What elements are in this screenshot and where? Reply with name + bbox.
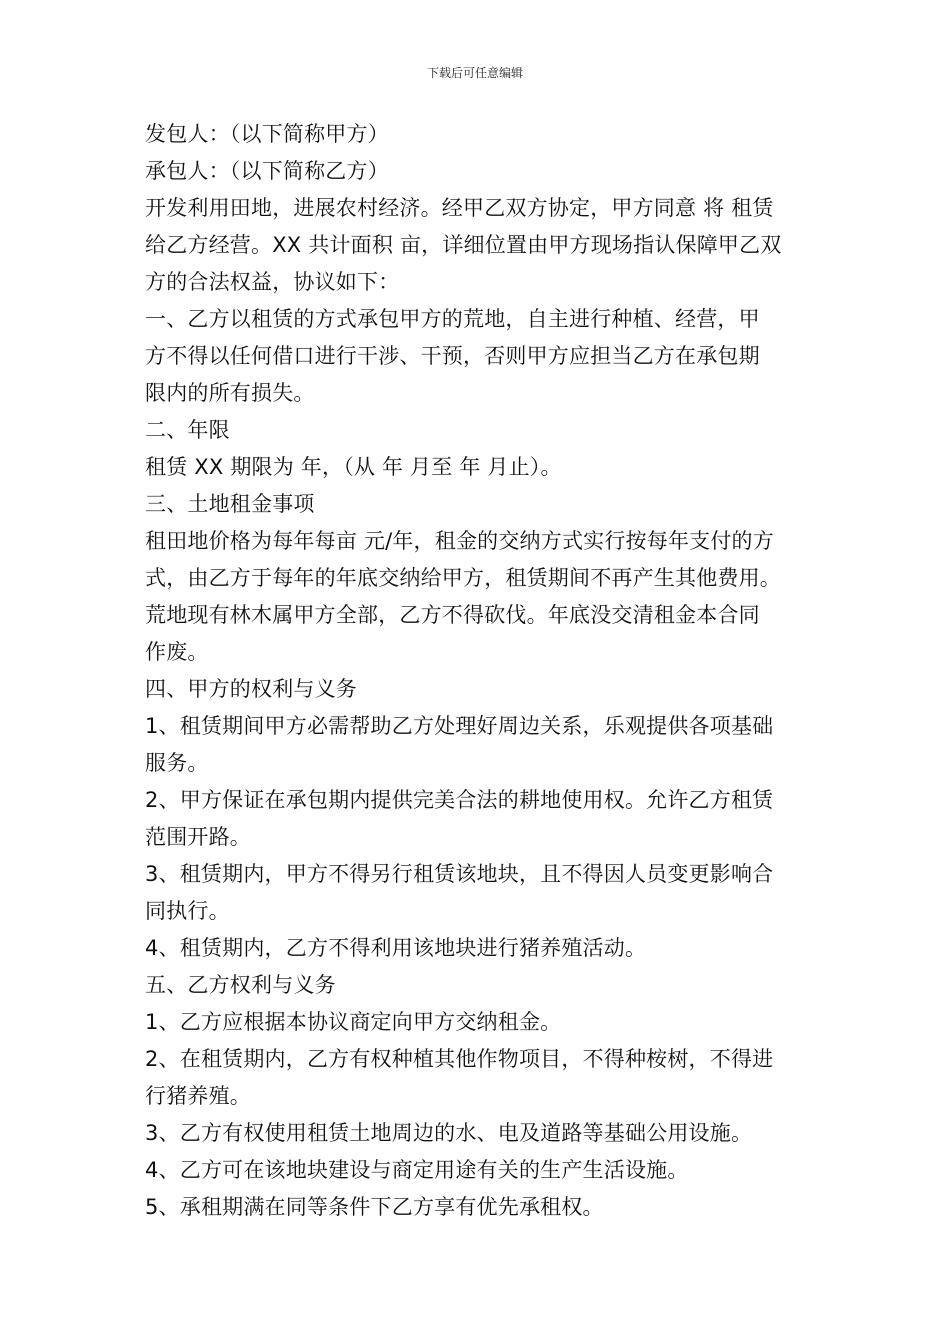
text-line: 给乙方经营。XX 共计面积 亩，详细位置由甲方现场指认保障甲乙双 bbox=[145, 233, 782, 257]
text-line: 荒地现有林木属甲方全部，乙方不得砍伐。年底没交清租金本合同 bbox=[145, 603, 760, 627]
text-line: 开发利用田地，进展农村经济。经甲乙双方协定，甲方同意 将 租赁 bbox=[145, 196, 774, 220]
section-heading: 三、土地租金事项 bbox=[145, 492, 315, 516]
text-line: 发包人：（以下简称甲方） bbox=[145, 122, 389, 146]
text-line: 限内的所有损失。 bbox=[145, 381, 315, 405]
clause-line: 2、甲方保证在承包期内提供完美合法的耕地使用权。允许乙方租赁 bbox=[145, 788, 774, 812]
clause-line: 2、在租赁期内，乙方有权种植其他作物项目，不得种桉树，不得进 bbox=[145, 1047, 774, 1071]
page-header-note: 下载后可任意编辑 bbox=[426, 66, 523, 80]
clause-line: 4、乙方可在该地块建设与商定用途有关的生产生活设施。 bbox=[145, 1158, 689, 1182]
text-line: 承包人：（以下简称乙方） bbox=[145, 159, 389, 183]
contract-body bbox=[145, 116, 810, 1226]
text-line: 方不得以任何借口进行干涉、干预，否则甲方应担当乙方在承包期 bbox=[145, 344, 760, 368]
text-line: 服务。 bbox=[145, 751, 209, 775]
clause-line: 3、租赁期内，甲方不得另行租赁该地块，且不得因人员变更影响合 bbox=[145, 862, 774, 886]
clause-line: 5、承租期满在同等条件下乙方享有优先承租权。 bbox=[145, 1195, 604, 1219]
text-line: 租田地价格为每年每亩 元/年，租金的交纳方式实行按每年支付的方 bbox=[145, 529, 774, 553]
clause-line: 3、乙方有权使用租赁土地周边的水、电及道路等基础公用设施。 bbox=[145, 1121, 753, 1145]
section-heading: 二、年限 bbox=[145, 418, 230, 442]
text-line: 作废。 bbox=[145, 640, 209, 664]
clause-line: 1、乙方应根据本协议商定向甲方交纳租金。 bbox=[145, 1010, 562, 1034]
text-line: 同执行。 bbox=[145, 899, 230, 923]
text-line: 方的合法权益，协议如下： bbox=[145, 270, 400, 294]
section-heading: 四、甲方的权利与义务 bbox=[145, 677, 357, 701]
section-heading: 五、乙方权利与义务 bbox=[145, 973, 336, 997]
clause-line: 1、租赁期间甲方必需帮助乙方处理好周边关系，乐观提供各项基础 bbox=[145, 714, 774, 738]
clause-line: 4、租赁期内，乙方不得利用该地块进行猪养殖活动。 bbox=[145, 936, 647, 960]
section-heading-line: 一、乙方以租赁的方式承包甲方的荒地，自主进行种植、经营，甲 bbox=[145, 307, 760, 331]
text-line: 范围开路。 bbox=[145, 825, 251, 849]
text-line: 式，由乙方于每年的年底交纳给甲方，租赁期间不再产生其他费用。 bbox=[145, 566, 781, 590]
text-line: 行猪养殖。 bbox=[145, 1084, 251, 1108]
text-line: 租赁 XX 期限为 年，（从 年 月至 年 月止）。 bbox=[145, 455, 562, 479]
